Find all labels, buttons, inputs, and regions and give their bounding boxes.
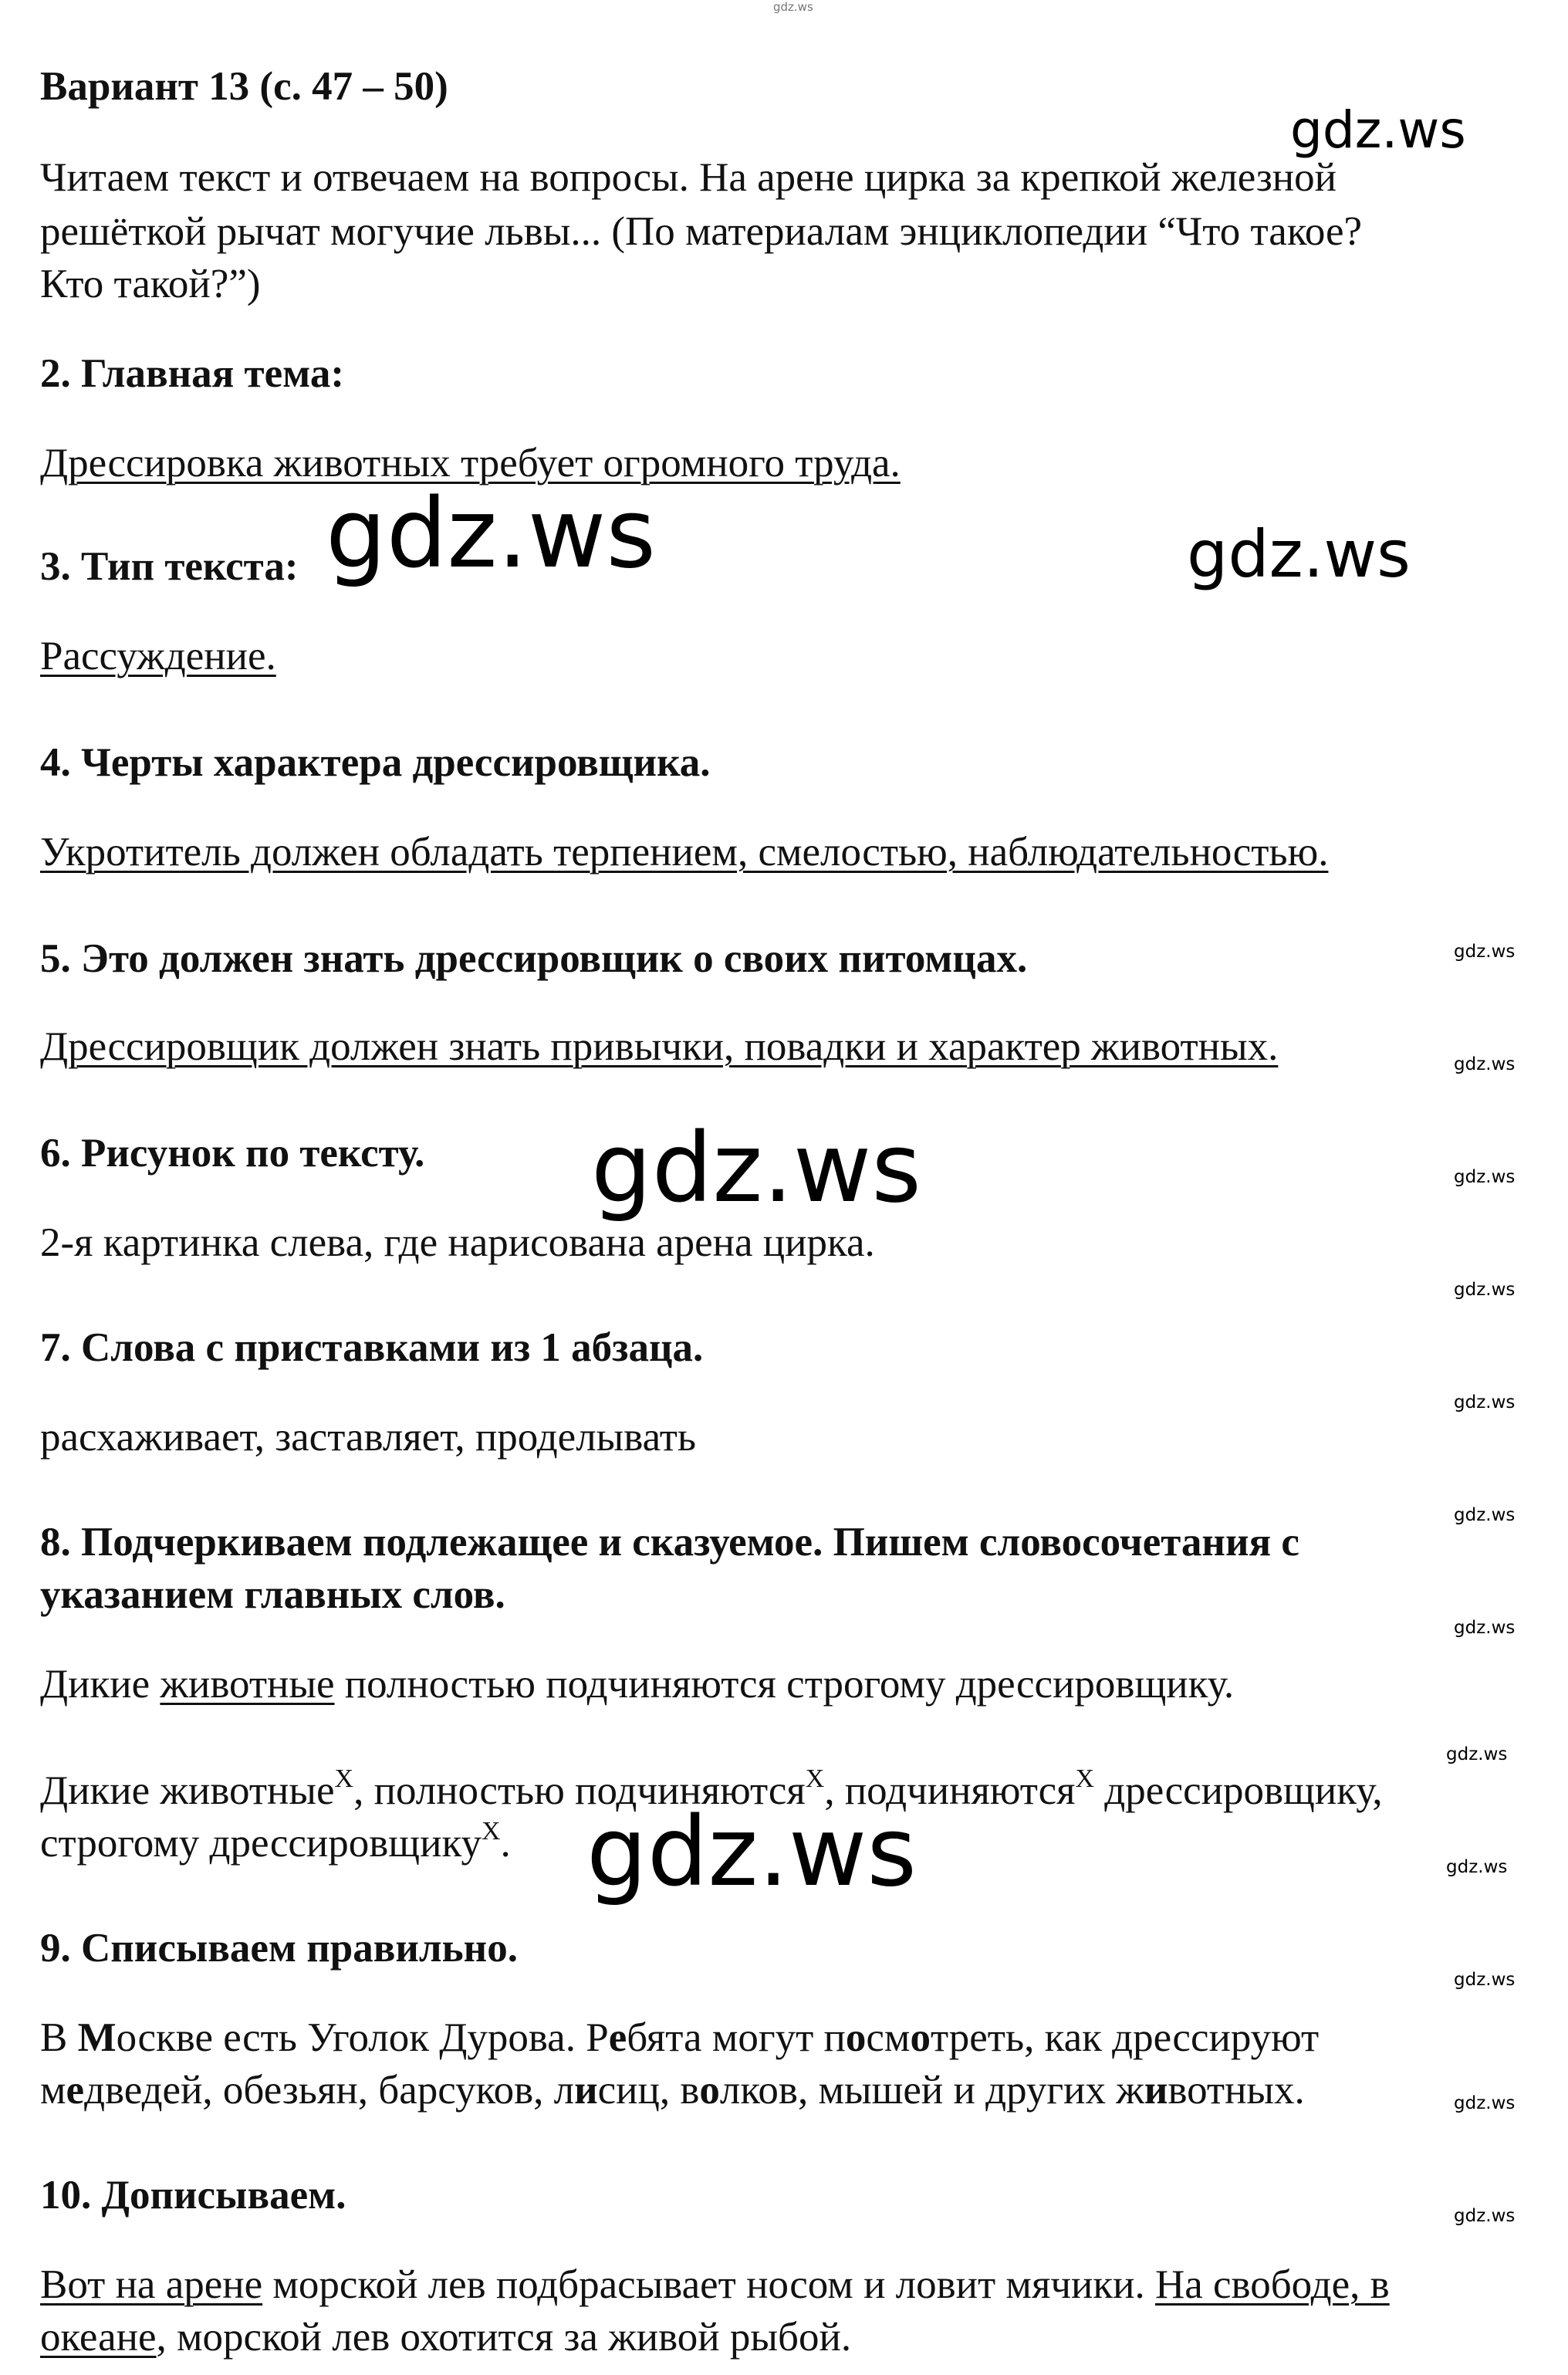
phrase: , подчиняются <box>824 1768 1076 1813</box>
text: лков, мышей и других ж <box>719 2068 1144 2113</box>
text: сиц, в <box>597 2068 700 2113</box>
phrase: строгому дрессировщику <box>40 1821 482 1866</box>
watermark-small: gdz.ws <box>1446 1744 1508 1764</box>
main-word-mark: Х <box>334 1764 354 1793</box>
underlined-phrase: океане <box>40 2315 157 2360</box>
watermark-small: gdz.ws <box>1454 942 1516 962</box>
task-heading: 2. Главная тема: <box>40 351 345 396</box>
watermark: gdz.ws <box>586 1797 917 1908</box>
watermark-small: gdz.ws <box>1454 1167 1516 1187</box>
corrected-letter: о <box>910 2015 931 2060</box>
main-word-mark: Х <box>805 1764 825 1793</box>
intro-line: решёткой рычат могучие львы... (По материалам энциклопедии “Что такое? <box>40 209 1363 254</box>
task-heading: указанием главных слов. <box>40 1572 505 1617</box>
task-heading: 4. Черты характера дрессировщика. <box>40 740 711 785</box>
corrected-letter: о <box>699 2068 720 2113</box>
task-answer: расхаживает, заставляет, проделывать <box>40 1415 697 1460</box>
text: см <box>866 2015 911 2060</box>
corrected-letter: е <box>66 2068 85 2113</box>
text: , морской лев охотится за живой рыбой. <box>156 2315 852 2360</box>
text: треть, как дрессируют <box>930 2015 1320 2060</box>
task-heading: 9. Списываем правильно. <box>40 1926 518 1971</box>
task-answer: 2-я картинка слева, где нарисована арена цирка. <box>40 1220 875 1265</box>
task-answer: Рассуждение. <box>40 634 276 678</box>
phrase: дрессировщику, <box>1094 1768 1383 1813</box>
corrected-letter: и <box>574 2068 598 2113</box>
text: морской лев подбрасывает носом и ловит мячики. <box>262 2262 1155 2307</box>
watermark: gdz.ws <box>1290 100 1466 160</box>
intro-line: Читаем текст и отвечаем на вопросы. На арене цирка за крепкой железной <box>40 155 1337 200</box>
corrected-letter: о <box>845 2015 867 2060</box>
text: м <box>40 2068 66 2113</box>
main-word-mark: Х <box>481 1817 501 1846</box>
watermark-small: gdz.ws <box>1454 1280 1516 1300</box>
watermark-small: gdz.ws <box>1446 1857 1508 1877</box>
task-answer: Дрессировщик должен знать привычки, повадки и характер животных. <box>40 1024 1279 1069</box>
task10-line <box>40 2311 851 2363</box>
text: дведей, обезьян, барсуков, л <box>84 2068 575 2113</box>
word: полностью подчиняются строгому дрессировщику. <box>334 1662 1235 1707</box>
text: В <box>40 2015 78 2060</box>
watermark: gdz.ws <box>326 479 656 590</box>
text: бята могут п <box>627 2015 846 2060</box>
main-word-mark: Х <box>1075 1764 1095 1793</box>
task8-phrases <box>40 1817 511 1869</box>
phrase: Дикие животные <box>40 1768 335 1813</box>
underlined-phrase: На свободе, в <box>1154 2262 1390 2307</box>
task9-line <box>40 2011 1319 2064</box>
watermark-small: gdz.ws <box>1454 2206 1516 2226</box>
phrase: . <box>500 1821 511 1866</box>
word: Дикие <box>40 1662 161 1707</box>
task9-line <box>40 2064 1305 2116</box>
task-answer: Укротитель должен обладать терпением, смелостью, наблюдательностью. <box>40 830 1329 875</box>
task-answer: Дрессировка животных требует огромного труда. <box>40 441 901 485</box>
task-heading: 7. Слова с приставками из 1 абзаца. <box>40 1325 704 1370</box>
intro-line: Кто такой?”) <box>40 262 261 306</box>
task-heading: 5. Это должен знать дрессировщик о своих питомцах. <box>40 936 1028 981</box>
watermark-small: gdz.ws <box>1454 1618 1516 1638</box>
watermark-top: gdz.ws <box>773 0 813 14</box>
watermark-small: gdz.ws <box>1454 1054 1516 1074</box>
underlined-phrase: Вот на арене <box>40 2262 263 2307</box>
phrase: , полностью подчиняются <box>353 1768 806 1813</box>
task-heading: 6. Рисунок по тексту. <box>40 1131 425 1176</box>
corrected-letter: М <box>77 2015 117 2060</box>
text: вотных. <box>1168 2068 1305 2113</box>
watermark-small: gdz.ws <box>1454 1392 1516 1412</box>
page-title: Вариант 13 (с. 47 – 50) <box>40 64 448 109</box>
corrected-letter: е <box>608 2015 627 2060</box>
watermark-small: gdz.ws <box>1454 1505 1516 1525</box>
text: оскве есть Уголок Дурова. Р <box>116 2015 609 2060</box>
watermark-small: gdz.ws <box>1454 2093 1516 2113</box>
task-heading: 3. Тип текста: <box>40 544 299 589</box>
subject-word: животные <box>160 1662 335 1707</box>
corrected-letter: и <box>1144 2068 1168 2113</box>
watermark-small: gdz.ws <box>1454 1970 1516 1990</box>
watermark: gdz.ws <box>1187 516 1411 592</box>
task-heading: 10. Дописываем. <box>40 2173 346 2218</box>
task-heading: 8. Подчеркиваем подлежащее и сказуемое. Пишем словосочетания с <box>40 1520 1299 1565</box>
watermark: gdz.ws <box>591 1113 921 1224</box>
task8-sentence <box>40 1658 1234 1710</box>
task10-line <box>40 2258 1390 2311</box>
